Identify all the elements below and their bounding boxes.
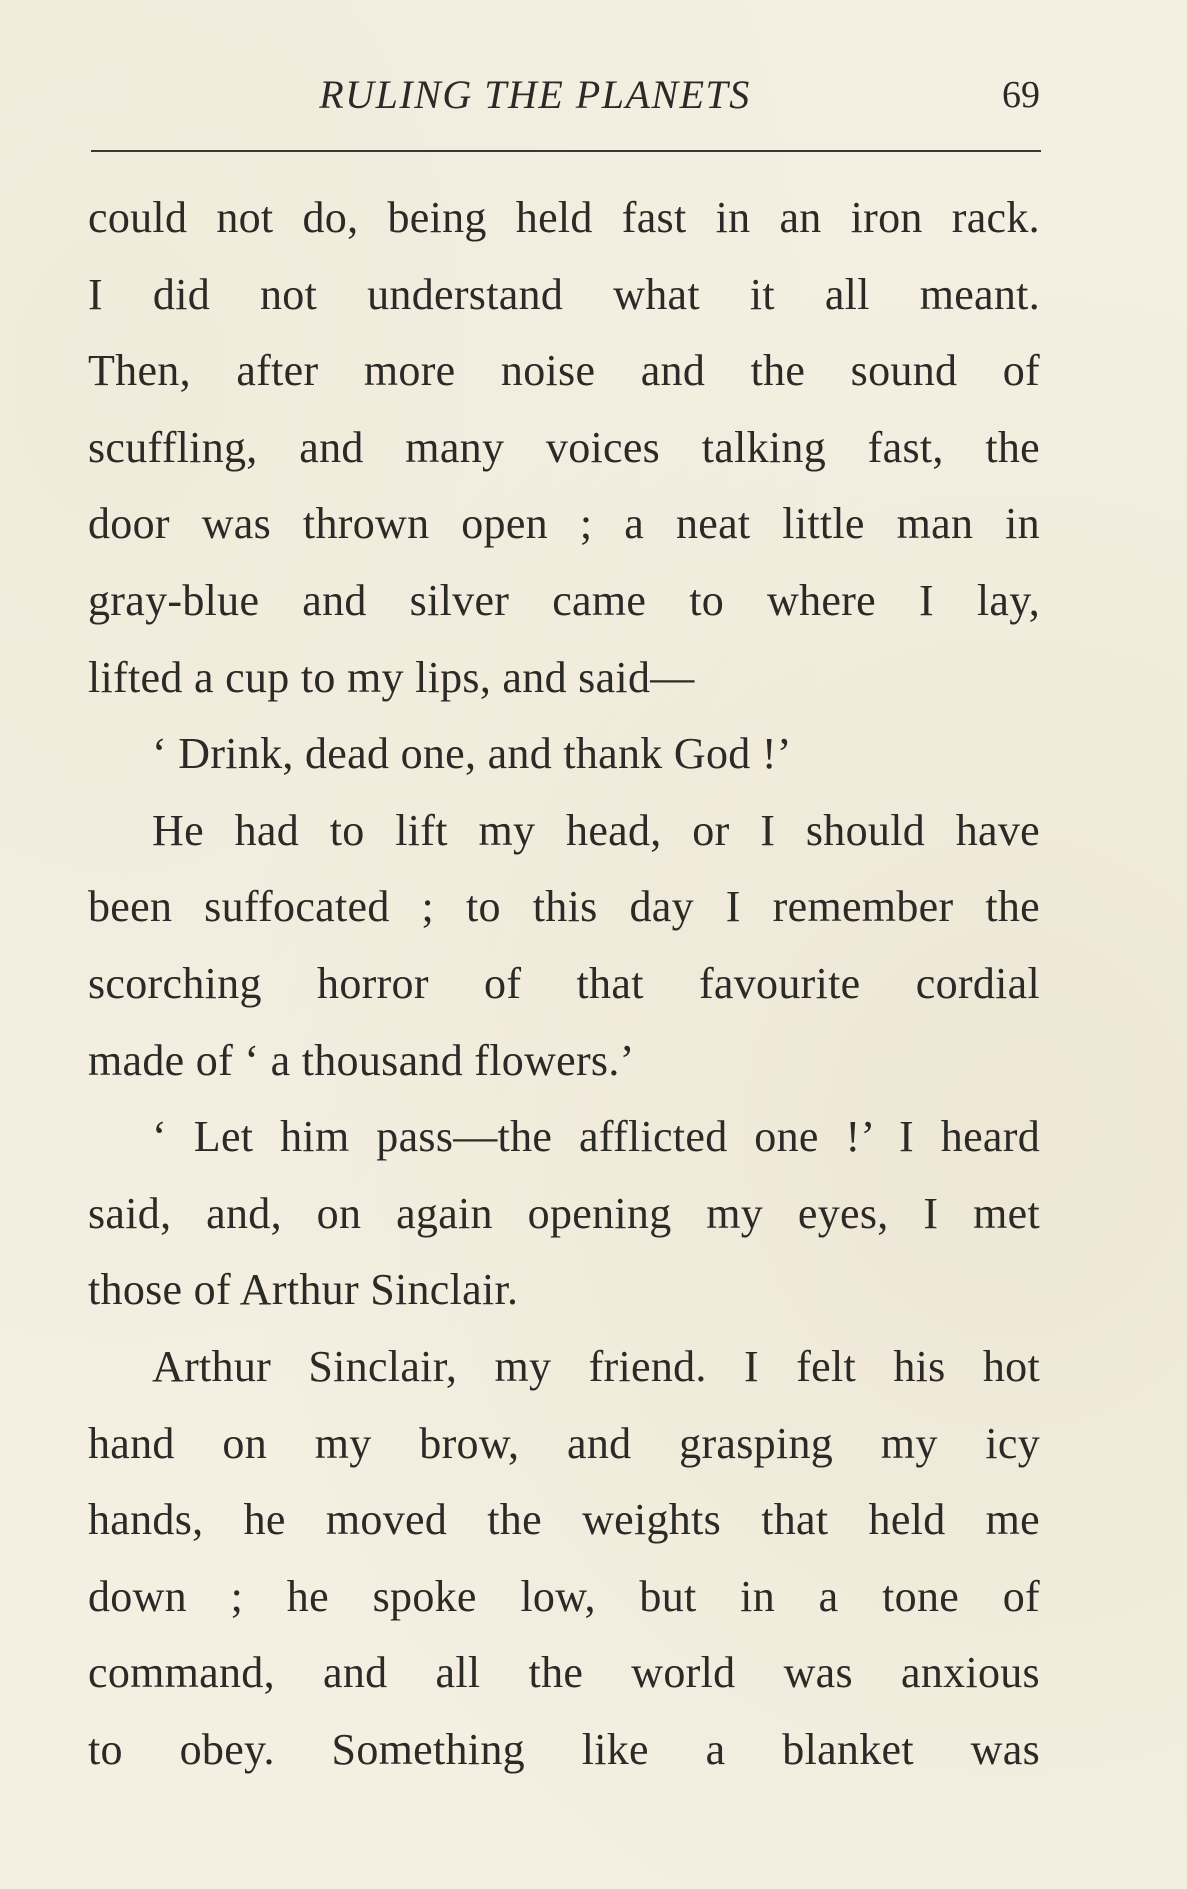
running-head	[90, 70, 1040, 120]
text-line: down ; he spoke low, but in a tone of	[88, 1571, 1040, 1621]
text-line: made of ‘ a thousand flowers.’	[88, 1035, 635, 1085]
text-line: said, and, on again opening my eyes, I met	[88, 1188, 1040, 1238]
text-line: to obey. Something like a blanket was	[88, 1724, 1040, 1774]
text-line: those of Arthur Sinclair.	[88, 1265, 519, 1315]
header-rule	[91, 150, 1041, 152]
text-line: He had to lift my head, or I should have	[152, 805, 1040, 855]
text-line: Then, after more noise and the sound of	[88, 346, 1040, 396]
text-line: could not do, being held fast in an iron rack.	[88, 193, 1040, 242]
text-line: gray-blue and silver came to where I lay,	[88, 575, 1040, 625]
text-line: I did not understand what it all meant.	[88, 269, 1040, 319]
text-line: door was thrown open ; a neat little man in	[88, 499, 1040, 549]
text-line: Arthur Sinclair, my friend. I felt his hot	[152, 1341, 1040, 1391]
running-title: RULING THE PLANETS	[319, 72, 751, 117]
page-number: 69	[1002, 74, 1040, 116]
text-line: scuffling, and many voices talking fast, the	[88, 422, 1040, 472]
text-line: been suffocated ; to this day I remember the	[88, 882, 1040, 932]
text-line: command, and all the world was anxious	[88, 1648, 1040, 1698]
text-line: ‘ Drink, dead one, and thank God !’	[152, 729, 792, 779]
text-line: lifted a cup to my lips, and said—	[88, 652, 695, 702]
body-text	[88, 180, 1040, 1788]
text-line: scorching horror of that favourite cordial	[88, 958, 1040, 1008]
text-line: ‘ Let him pass—the afflicted one !’ I heard	[152, 1112, 1040, 1162]
text-line: hand on my brow, and grasping my icy	[88, 1418, 1040, 1468]
text-line: hands, he moved the weights that held me	[88, 1495, 1040, 1545]
